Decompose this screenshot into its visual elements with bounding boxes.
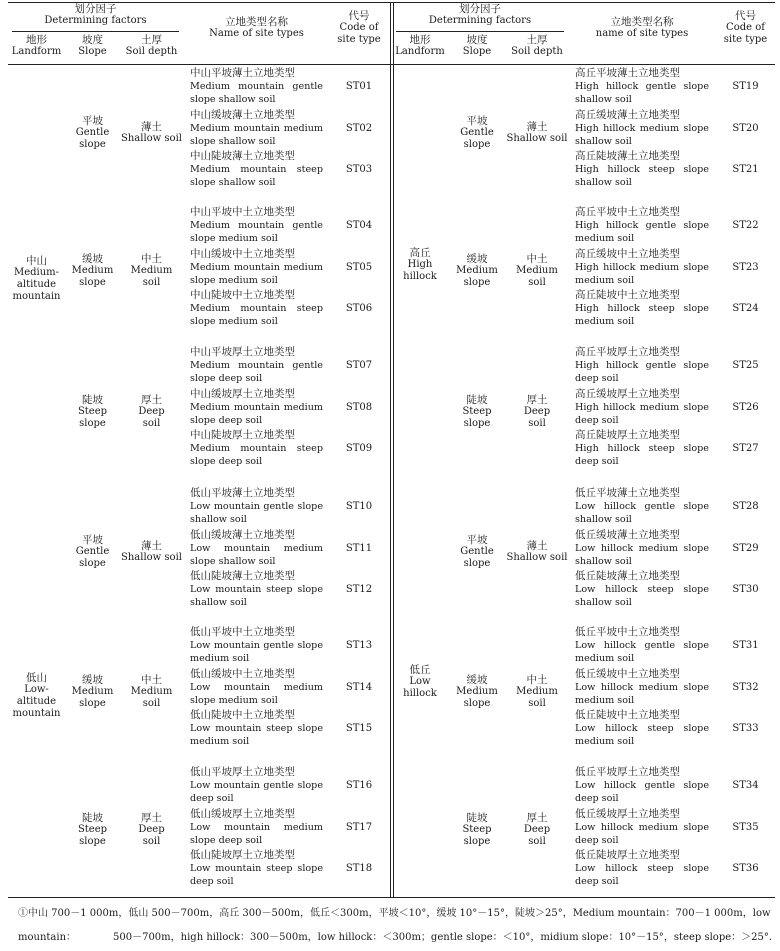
table-bottom-rule: [8, 897, 775, 898]
factors-header-en: Determining factors: [44, 15, 147, 26]
table-center-divider: [390, 2, 391, 897]
slope-cell-left-zh: 缓坡: [82, 674, 103, 686]
landform-cell-zh: 中山: [26, 255, 47, 267]
soil-cell-right: [506, 674, 568, 710]
soil-cell-right-zh: 薄土: [526, 540, 548, 552]
site-type-code-left: ST13: [345, 640, 373, 651]
landform-header-left: [8, 34, 65, 58]
site-type-code-left: ST06: [345, 303, 373, 314]
site-type-en: Low mountain gentle slope deep soil: [190, 780, 323, 804]
soil-cell-right-en2: soil: [528, 698, 546, 709]
slope-cell-left-en1: Gentle: [75, 546, 110, 557]
site-type-code-left: ST09: [345, 443, 373, 454]
site-type-code-left: ST10: [345, 501, 373, 512]
site-type-en: Medium mountain gentle slope shallow soil: [190, 81, 323, 105]
soil-cell-right-en1: Shallow soil: [506, 132, 568, 144]
site-type-en: Low mountain gentle slope medium soil: [190, 640, 323, 664]
site-type-name-right: [575, 248, 709, 287]
landform-cell-en2: mountain: [12, 707, 61, 719]
site-type-name-right: [575, 626, 709, 665]
landform-cell: [8, 255, 65, 303]
slope-cell-right-en1: Gentle: [460, 126, 494, 138]
name-header-zh: 立地类型名称: [610, 16, 674, 28]
site-type-en: Low mountain medium slope shallow soil: [190, 542, 323, 567]
site-type-en: High hillock steep slope medium soil: [575, 303, 709, 327]
soil-cell-right: [506, 253, 568, 289]
soil-header-en: Soil depth: [511, 46, 563, 57]
code-header-en2: site type: [723, 34, 768, 45]
site-type-name-right: [575, 529, 709, 568]
site-type-name-left: [190, 67, 323, 106]
site-type-en: High hillock medium slope medium soil: [575, 261, 709, 286]
site-type-name-left: [190, 529, 323, 568]
site-type-name-right: [575, 668, 709, 707]
site-type-en: High hillock gentle slope shallow soil: [575, 81, 709, 105]
slope-cell-left-en2: slope: [79, 698, 106, 709]
landform-cell: [392, 247, 448, 283]
site-type-code-left: ST17: [345, 821, 373, 833]
site-type-code-left: ST01: [345, 81, 373, 92]
slope-cell-left-en1: Steep: [77, 823, 108, 835]
site-type-code-left: ST16: [345, 780, 373, 791]
landform-header-en: Landform: [395, 46, 445, 57]
site-type-zh: 中山平坡薄土立地类型: [190, 67, 295, 79]
site-type-en: High hillock steep slope shallow soil: [575, 164, 709, 188]
slope-cell-left-zh: 缓坡: [82, 253, 103, 265]
site-type-en: High hillock steep slope deep soil: [575, 443, 709, 467]
site-type-en: Low mountain steep slope deep soil: [190, 863, 323, 887]
slope-header-zh: 坡度: [82, 34, 103, 46]
site-type-zh: 中山缓坡中土立地类型: [190, 247, 295, 260]
slope-cell-right: [448, 674, 506, 710]
site-type-name-right: [575, 766, 709, 805]
code-header-right: [716, 10, 775, 46]
slope-cell-right-en1: Medium: [456, 686, 498, 697]
slope-cell-left-zh: 陡坡: [82, 811, 103, 824]
site-type-code-left: ST07: [345, 360, 373, 371]
soil-cell-right: [506, 812, 568, 848]
site-type-zh: 中山平坡中土立地类型: [190, 206, 295, 218]
site-type-name-left: [190, 709, 323, 748]
footnote-line-2: 500－700m，high hillock：300－500m，low hillock：＜300m；gentle slope：＜10°，midium slope：10°－15°，steep slope：＞25°.: [113, 932, 773, 943]
site-type-en: Medium mountain gentle slope medium soil: [190, 220, 323, 244]
site-type-name-right: [575, 570, 709, 609]
site-type-name-right: [575, 709, 709, 748]
site-type-zh: 低山陡坡厚土立地类型: [190, 849, 295, 861]
landform-cell: [8, 672, 65, 720]
soil-cell-left-en1: Deep: [138, 405, 165, 417]
site-type-code-left: ST03: [345, 164, 373, 175]
factors-header-left: [8, 3, 183, 27]
site-type-zh: 低山缓坡中土立地类型: [190, 667, 295, 680]
soil-cell-right-zh: 中土: [526, 674, 548, 686]
soil-cell-right-zh: 厚土: [526, 811, 548, 824]
landform-header-zh: 地形: [26, 34, 47, 46]
site-type-en: Low hillock gentle slope medium soil: [575, 640, 709, 664]
site-type-name-right: [575, 849, 709, 888]
slope-cell-right-zh: 平坡: [466, 114, 488, 127]
site-type-code-left: ST11: [345, 542, 373, 554]
factors-underline-left: [12, 31, 179, 32]
slope-cell-left-en2: slope: [79, 558, 106, 569]
site-type-name-left: [190, 206, 323, 245]
site-type-zh: 低丘缓坡中土立地类型: [575, 667, 680, 680]
site-type-zh: 低丘平坡厚土立地类型: [575, 766, 680, 778]
site-type-code-right: ST19: [732, 81, 759, 92]
site-type-name-right: [575, 429, 709, 468]
site-type-zh: 低山陡坡中土立地类型: [190, 709, 295, 721]
soil-cell-right-en1: Deep: [523, 405, 551, 417]
slope-cell-left-en1: Gentle: [75, 126, 110, 138]
landform-cell-en1: Low-altitude: [16, 683, 57, 707]
landform-cell-en1: Medium-altitude: [13, 267, 60, 290]
slope-cell-right-en2: slope: [463, 835, 491, 847]
soil-cell-right: [506, 121, 568, 145]
name-header-left: [183, 16, 330, 40]
site-type-code-right: ST21: [732, 164, 759, 175]
slope-cell-right-zh: 陡坡: [466, 393, 488, 406]
site-type-en: Medium mountain steep slope deep soil: [190, 443, 323, 467]
site-type-name-left: [190, 626, 323, 665]
site-type-zh: 低丘平坡薄土立地类型: [575, 487, 680, 499]
site-type-zh: 低山陡坡薄土立地类型: [190, 570, 295, 582]
name-header-zh: 立地类型名称: [225, 16, 288, 28]
site-type-code-right: ST30: [732, 584, 759, 595]
soil-cell-right-en1: Medium: [516, 686, 558, 697]
soil-cell-left-en2: soil: [142, 417, 161, 429]
site-type-zh: 中山缓坡厚土立地类型: [190, 387, 295, 400]
site-type-code-left: ST18: [345, 863, 373, 874]
header-bottom-rule: [8, 64, 775, 65]
soil-cell-left-zh: 厚土: [141, 811, 162, 824]
site-type-code-left: ST14: [345, 681, 373, 693]
site-type-zh: 低山平坡薄土立地类型: [190, 487, 295, 499]
slope-cell-right-en2: slope: [463, 698, 491, 709]
site-type-code-right: ST31: [732, 640, 759, 651]
slope-cell-left: [65, 534, 120, 570]
site-type-code-right: ST26: [732, 401, 759, 413]
soil-cell-left-zh: 薄土: [141, 120, 162, 133]
code-header-en1: Code of: [726, 22, 765, 33]
site-type-zh: 中山陡坡中土立地类型: [190, 289, 295, 301]
slope-header-en: Slope: [462, 46, 492, 57]
site-type-name-right: [575, 67, 709, 106]
site-type-name-right: [575, 487, 709, 526]
site-type-en: Medium mountain medium slope shallow soil: [190, 122, 323, 147]
slope-cell-right: [448, 253, 506, 289]
site-type-code-right: ST24: [732, 303, 759, 314]
site-type-name-left: [190, 668, 323, 707]
slope-cell-right-zh: 缓坡: [466, 674, 488, 686]
site-type-name-right: [575, 808, 709, 847]
site-type-name-left: [190, 849, 323, 888]
site-type-en: Medium mountain steep slope medium soil: [190, 303, 323, 327]
factors-header-en: Determining factors: [428, 15, 532, 26]
site-type-zh: 高丘陡坡中土立地类型: [575, 289, 680, 301]
site-type-en: Medium mountain steep slope shallow soil: [190, 164, 323, 188]
slope-cell-right-zh: 陡坡: [466, 811, 488, 824]
soil-cell-left-zh: 厚土: [141, 393, 162, 406]
site-type-zh: 中山平坡厚土立地类型: [190, 346, 295, 358]
site-type-en: Low hillock steep slope medium soil: [575, 723, 709, 747]
slope-header-right: [448, 34, 506, 58]
site-type-name-left: [190, 150, 323, 189]
slope-cell-right-en1: Steep: [462, 405, 492, 417]
site-type-name-left: [190, 388, 323, 427]
soil-header-zh: 土厚: [526, 34, 548, 46]
code-header-en2: site type: [337, 34, 381, 45]
site-type-zh: 高丘缓坡中土立地类型: [575, 247, 680, 260]
site-type-code-right: ST20: [732, 122, 759, 134]
slope-cell-right-zh: 平坡: [466, 534, 488, 546]
site-type-code-right: ST22: [732, 220, 759, 231]
soil-cell-left: [120, 121, 183, 145]
site-type-zh: 高丘陡坡厚土立地类型: [575, 429, 680, 441]
soil-cell-left-en2: soil: [142, 698, 161, 709]
slope-cell-left-en1: Medium: [71, 265, 114, 276]
soil-cell-right-zh: 厚土: [526, 393, 548, 406]
site-type-zh: 中山缓坡薄土立地类型: [190, 108, 295, 121]
soil-header-en: Soil depth: [125, 46, 178, 57]
slope-cell-right-en2: slope: [463, 138, 491, 150]
site-type-zh: 低丘缓坡薄土立地类型: [575, 528, 680, 541]
soil-cell-right-en2: soil: [528, 835, 546, 847]
slope-cell-right-en2: slope: [463, 277, 491, 288]
site-type-en: High hillock medium slope shallow soil: [575, 122, 709, 147]
slope-cell-right: [448, 394, 506, 430]
slope-cell-left-zh: 平坡: [82, 114, 103, 127]
site-type-name-left: [190, 346, 323, 385]
site-type-code-right: ST32: [732, 681, 759, 693]
soil-cell-left: [120, 540, 183, 564]
site-type-name-right: [575, 388, 709, 427]
site-type-zh: 高丘平坡薄土立地类型: [575, 67, 680, 79]
site-type-zh: 低丘陡坡薄土立地类型: [575, 570, 680, 582]
table-center-divider-inner: [393, 2, 394, 897]
landform-cell-zh: 低山: [26, 671, 47, 684]
slope-cell-left: [65, 394, 120, 430]
slope-cell-left-en2: slope: [79, 277, 106, 288]
soil-cell-right-en1: Shallow soil: [506, 552, 568, 563]
soil-cell-left-en1: Medium: [130, 265, 173, 276]
name-header-right: [568, 16, 716, 40]
soil-cell-left-en1: Medium: [130, 686, 173, 697]
soil-cell-right-en1: Medium: [516, 265, 558, 276]
site-type-name-right: [575, 346, 709, 385]
site-type-en: Low hillock medium slope deep soil: [575, 821, 709, 846]
slope-cell-left-en1: Steep: [77, 405, 108, 417]
soil-cell-right-zh: 薄土: [526, 120, 548, 133]
landform-cell-en1: High hillock: [403, 259, 437, 282]
code-header-zh: 代号: [348, 10, 370, 22]
site-type-en: Low mountain medium slope deep soil: [190, 821, 323, 846]
landform-cell-zh: 低丘: [409, 663, 431, 676]
slope-cell-right-en2: slope: [463, 417, 491, 429]
soil-cell-left-en2: soil: [142, 277, 161, 288]
site-type-name-right: [575, 150, 709, 189]
site-type-code-left: ST12: [345, 584, 373, 595]
soil-cell-left-zh: 中土: [141, 253, 162, 265]
site-type-code-right: ST35: [732, 821, 759, 833]
site-type-code-right: ST28: [732, 501, 759, 512]
factors-header-zh: 划分因子: [74, 3, 117, 15]
slope-cell-left: [65, 674, 120, 710]
slope-cell-right: [448, 115, 506, 151]
slope-cell-left-en2: slope: [79, 835, 106, 847]
site-type-name-left: [190, 289, 323, 328]
site-type-en: Low hillock steep slope shallow soil: [575, 584, 709, 608]
site-type-name-left: [190, 429, 323, 468]
code-header-zh: 代号: [735, 10, 756, 22]
soil-cell-right-zh: 中土: [526, 253, 548, 265]
soil-header-left: [120, 34, 183, 58]
site-type-en: High hillock gentle slope medium soil: [575, 220, 709, 244]
site-type-en: Low hillock gentle slope shallow soil: [575, 501, 709, 525]
site-type-name-right: [575, 206, 709, 245]
site-type-en: Medium mountain medium slope deep soil: [190, 401, 323, 426]
factors-header-right: [392, 3, 568, 27]
name-header-en: name of site types: [595, 28, 689, 39]
site-type-zh: 中山陡坡厚土立地类型: [190, 429, 295, 441]
site-type-en: High hillock medium slope deep soil: [575, 401, 709, 426]
landform-cell: [392, 664, 448, 700]
slope-cell-right-zh: 缓坡: [466, 253, 488, 265]
slope-header-en: Slope: [78, 46, 107, 57]
site-type-code-left: ST02: [345, 122, 373, 134]
site-type-zh: 低山平坡中土立地类型: [190, 626, 295, 638]
site-type-en: Low hillock gentle slope deep soil: [575, 780, 709, 804]
soil-cell-left: [120, 394, 183, 430]
site-type-en: Low mountain steep slope shallow soil: [190, 584, 323, 608]
site-type-code-right: ST23: [732, 261, 759, 273]
site-type-name-left: [190, 766, 323, 805]
site-type-name-left: [190, 570, 323, 609]
soil-header-right: [506, 34, 568, 58]
landform-header-en: Landform: [11, 46, 62, 57]
soil-cell-right-en1: Deep: [523, 823, 551, 835]
soil-cell-left-en1: Shallow soil: [121, 132, 182, 144]
site-type-zh: 高丘缓坡薄土立地类型: [575, 108, 680, 121]
slope-cell-left-en2: slope: [79, 417, 106, 429]
slope-cell-left: [65, 812, 120, 848]
site-type-name-left: [190, 808, 323, 847]
landform-header-zh: 地形: [409, 34, 431, 46]
soil-cell-left: [120, 253, 183, 289]
slope-header-zh: 坡度: [466, 34, 488, 46]
site-type-en: Medium mountain gentle slope deep soil: [190, 360, 323, 384]
site-type-en: Low hillock medium slope shallow soil: [575, 542, 709, 567]
site-type-code-right: ST29: [732, 542, 759, 554]
soil-cell-right-en2: soil: [528, 417, 546, 429]
site-type-zh: 高丘缓坡厚土立地类型: [575, 387, 680, 400]
soil-cell-right: [506, 540, 568, 564]
site-type-zh: 低丘平坡中土立地类型: [575, 626, 680, 638]
site-type-code-left: ST04: [345, 220, 373, 231]
site-type-code-left: ST15: [345, 723, 373, 734]
site-type-code-left: ST08: [345, 401, 373, 413]
soil-cell-left-zh: 薄土: [141, 540, 162, 552]
site-type-en: Low hillock steep slope deep soil: [575, 863, 709, 887]
slope-cell-left-zh: 陡坡: [82, 393, 103, 406]
site-type-zh: 高丘陡坡薄土立地类型: [575, 150, 680, 162]
site-type-code-right: ST25: [732, 360, 759, 371]
soil-cell-right: [506, 394, 568, 430]
site-type-code-right: ST34: [732, 780, 759, 791]
site-type-code-right: ST27: [732, 443, 759, 454]
site-type-en: Low mountain steep slope medium soil: [190, 723, 323, 747]
soil-cell-left-en2: soil: [142, 835, 161, 847]
name-header-en: Name of site types: [209, 28, 304, 39]
slope-cell-right-en1: Gentle: [460, 546, 494, 557]
site-type-zh: 低山缓坡厚土立地类型: [190, 807, 295, 820]
slope-header-left: [65, 34, 120, 58]
factors-header-zh: 划分因子: [459, 3, 501, 15]
site-type-name-right: [575, 289, 709, 328]
site-type-code-left: ST05: [345, 261, 373, 273]
landform-header-right: [392, 34, 448, 58]
site-type-code-right: ST36: [732, 863, 759, 874]
site-type-zh: 高丘平坡中土立地类型: [575, 206, 680, 218]
site-type-en: Medium mountain medium slope medium soil: [190, 261, 323, 286]
site-type-name-left: [190, 109, 323, 148]
site-type-en: High hillock gentle slope deep soil: [575, 360, 709, 384]
soil-cell-left: [120, 812, 183, 848]
slope-cell-left-en1: Medium: [71, 686, 114, 697]
footnote-line-1: ①中山 700－1 000m，低山 500－700m，高丘 300－500m，低丘＜300m，平坡＜10°，缓坡 10°－15°，陡坡＞25°，Medium mountain：700－1 000m，low mountain：: [18, 908, 771, 943]
slope-cell-right-en2: slope: [463, 558, 491, 569]
site-type-name-left: [190, 248, 323, 287]
soil-cell-left-en1: Deep: [138, 823, 165, 835]
site-type-name-right: [575, 109, 709, 148]
site-type-zh: 低丘陡坡中土立地类型: [575, 709, 680, 721]
factors-underline-right: [396, 31, 564, 32]
site-type-name-left: [190, 487, 323, 526]
landform-cell-zh: 高丘: [409, 247, 431, 259]
site-type-zh: 低山平坡厚土立地类型: [190, 766, 295, 778]
site-type-zh: 低丘缓坡厚土立地类型: [575, 807, 680, 820]
soil-cell-left-zh: 中土: [141, 674, 162, 686]
slope-cell-left: [65, 253, 120, 289]
landform-cell-en2: mountain: [12, 291, 61, 302]
slope-cell-left-en2: slope: [79, 138, 106, 150]
site-type-en: Low mountain gentle slope shallow soil: [190, 501, 323, 525]
slope-cell-left-zh: 平坡: [82, 534, 103, 546]
site-type-zh: 中山陡坡薄土立地类型: [190, 150, 295, 162]
slope-cell-right-en1: Medium: [456, 265, 498, 276]
slope-cell-left: [65, 115, 120, 151]
code-header-left: [330, 10, 388, 46]
soil-cell-left: [120, 674, 183, 710]
site-type-code-right: ST33: [732, 723, 759, 734]
slope-cell-right: [448, 534, 506, 570]
site-type-zh: 高丘平坡厚土立地类型: [575, 346, 680, 358]
site-type-zh: 低丘陡坡厚土立地类型: [575, 849, 680, 861]
site-type-en: Low mountain medium slope medium soil: [190, 681, 323, 706]
site-type-zh: 低山缓坡薄土立地类型: [190, 528, 295, 541]
slope-cell-right-en1: Steep: [462, 823, 492, 835]
landform-cell-en1: Low hillock: [403, 675, 437, 699]
site-type-en: Low hillock medium slope medium soil: [575, 681, 709, 706]
soil-cell-right-en2: soil: [528, 277, 546, 288]
soil-cell-left-en1: Shallow soil: [121, 552, 182, 563]
code-header-en1: Code of: [339, 22, 379, 33]
slope-cell-right: [448, 812, 506, 848]
soil-header-zh: 土厚: [141, 34, 162, 46]
